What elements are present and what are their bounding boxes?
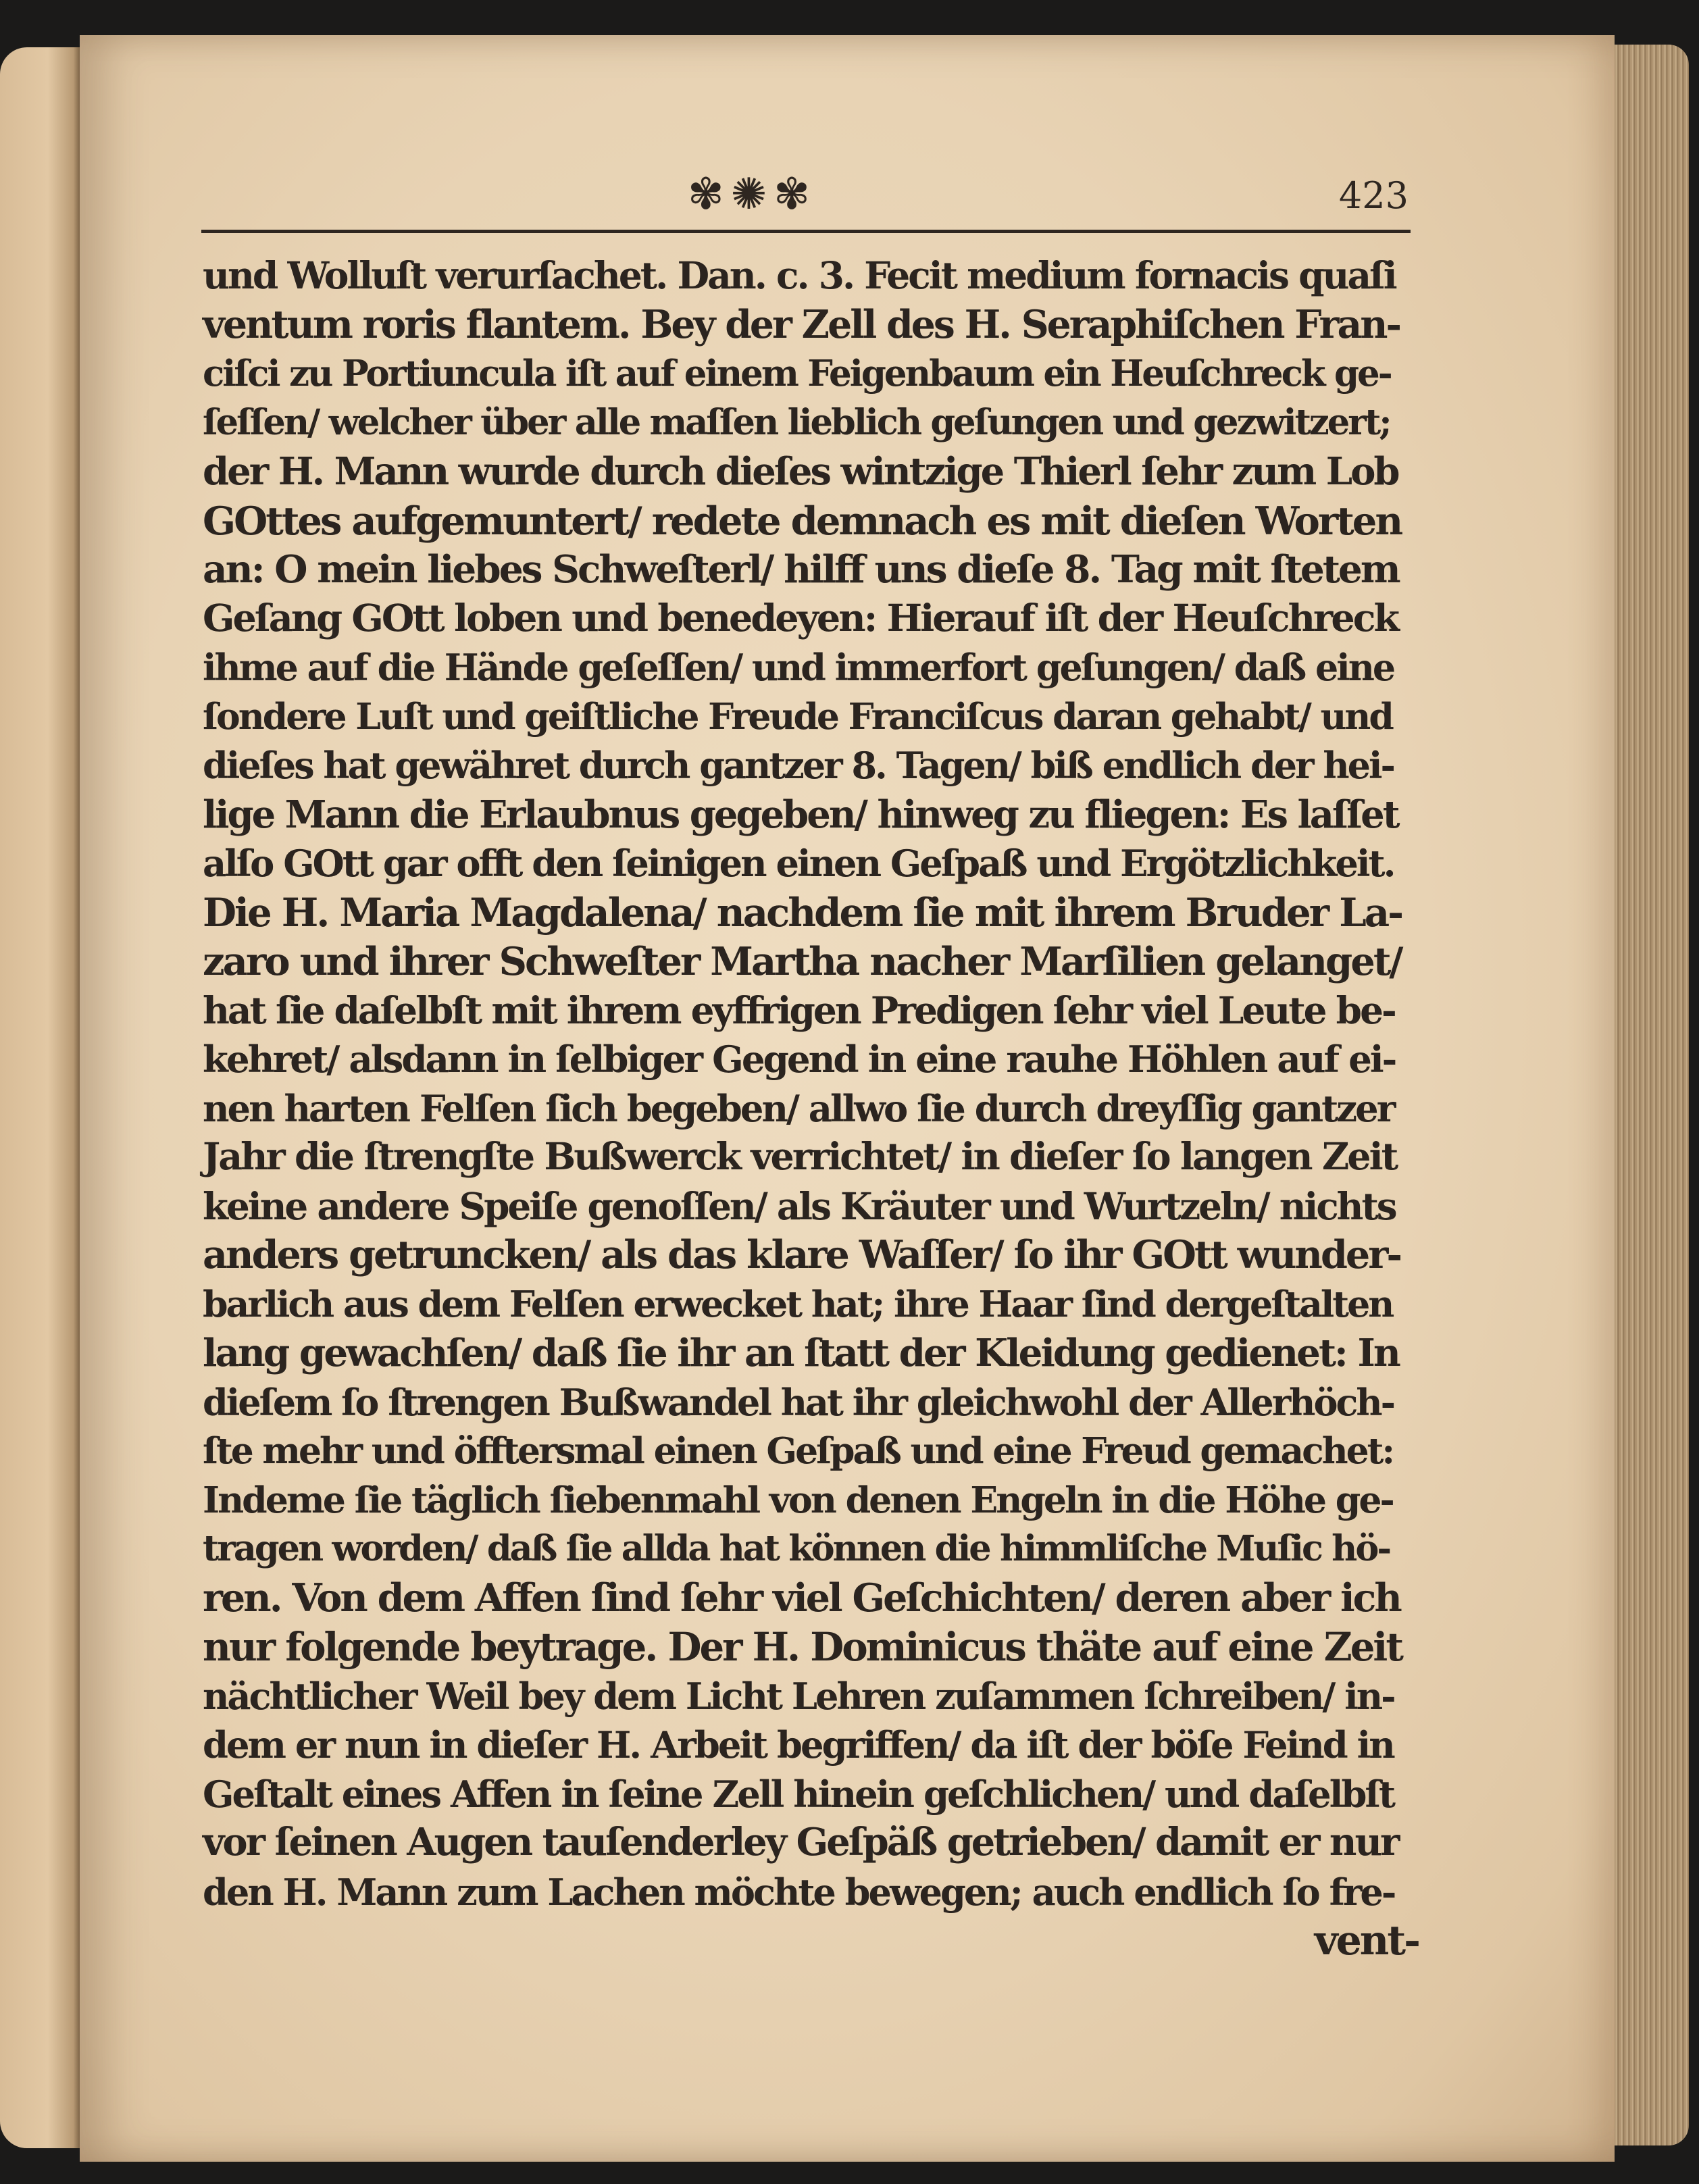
text-line: keine andere Speiſe genoſſen/ als Kräuter und Wurtzeln/ nichts <box>203 1184 1396 1228</box>
text-line: anders getruncken/ als das klare Waſſer/ ſo ihr GOtt wunder- <box>203 1232 1401 1277</box>
text-line: ventum roris flantem. Bey der Zell des H. Seraphiſchen Fran- <box>203 302 1400 347</box>
catchword: vent- <box>1314 1917 1419 1964</box>
text-line: ihme auf die Hände geſeſſen/ und immerfort geſungen/ daß eine <box>203 646 1394 689</box>
text-line: Geſang GOtt loben und benedeyen: Hierauf iſt der Heuſchreck <box>203 596 1398 640</box>
header-ornament: ✾✺✾ <box>688 170 817 220</box>
body-text <box>203 251 1419 1966</box>
text-line: Jahr die ſtrengſte Bußwerck verrichtet/ in dieſer ſo langen Zeit <box>203 1135 1397 1179</box>
text-line: barlich aus dem Felſen erwecket hat; ihre Haar ſind dergeſtalten <box>203 1282 1393 1325</box>
text-line: alſo GOtt gar offt den ſeinigen einen Geſpaß und Ergötzlichkeit. <box>203 842 1394 885</box>
text-line: dieſem ſo ſtrengen Bußwandel hat ihr gleichwohl der Allerhöch- <box>203 1380 1394 1424</box>
text-line: Indeme ſie täglich ſiebenmahl von denen Engeln in die Höhe ge- <box>203 1478 1393 1521</box>
page-number: 423 <box>1338 174 1409 217</box>
text-line: und Wolluſt verurſachet. Dan. c. 3. Fecit medium fornacis quaſi <box>203 253 1396 297</box>
text-line: GOttes aufgemuntert/ redete demnach es mit dieſen Worten <box>203 497 1402 544</box>
page-block-edges <box>1615 45 1689 2145</box>
text-line: ciſci zu Portiuncula iſt auf einem Feigenbaum ein Heuſchreck ge- <box>203 353 1391 395</box>
text-line: Geſtalt eines Affen in ſeine Zell hinein geſchlichen/ und daſelbſt <box>203 1772 1394 1816</box>
text-line: tragen worden/ daß ſie allda hat können die himmliſche Muſic hö- <box>203 1528 1390 1569</box>
text-line: vor ſeinen Augen tauſenderley Geſpäß getrieben/ damit er nur <box>203 1821 1398 1864</box>
text-line: lang gewachſen/ daß ſie ihr an ſtatt der Kleidung gedienet: In <box>203 1331 1399 1375</box>
text-line: hat ſie daſelbſt mit ihrem eyffrigen Predigen ſehr viel Leute be- <box>203 988 1395 1032</box>
header-rule <box>201 230 1411 233</box>
text-line: den H. Mann zum Lachen möchte bewegen; auch endlich ſo fre- <box>203 1870 1395 1914</box>
text-line: kehret/ alsdann in ſelbiger Gegend in eine rauhe Höhlen auf ei- <box>203 1038 1396 1081</box>
text-line: lige Mann die Erlaubnus gegeben/ hinweg zu fliegen: Es laſſet <box>203 792 1398 837</box>
text-line: ren. Von dem Affen ſind ſehr viel Geſchichten/ deren aber ich <box>203 1575 1400 1621</box>
text-line: ſeſſen/ welcher über alle maſſen lieblich geſungen und gezwitzert; <box>203 401 1390 443</box>
text-line: dieſes hat gewähret durch gantzer 8. Tagen/ biß endlich der hei- <box>203 744 1394 787</box>
text-line: nächtlicher Weil bey dem Licht Lehren zuſammen ſchreiben/ in- <box>203 1674 1394 1718</box>
text-line: zaro und ihrer Schweſter Martha nacher Marſilien gelanget/ <box>203 938 1402 984</box>
text-line: ſte mehr und öfftersmal einen Geſpaß und eine Freud gemachet: <box>203 1429 1394 1472</box>
text-line: an: O mein liebes Schweſterl/ hilff uns dieſe 8. Tag mit ſtetem <box>203 547 1399 592</box>
text-line: dem er nun in dieſer H. Arbeit begriffen/ da iſt der böſe Feind in <box>203 1723 1394 1767</box>
text-line: Die H. Maria Magdalena/ nachdem ſie mit ihrem Bruder La- <box>203 889 1402 936</box>
text-line: der H. Mann wurde durch dieſes wintzige Thierl ſehr zum Lob <box>203 449 1398 494</box>
text-line: ſondere Luſt und geiſtliche Freude Franciſcus daran gehabt/ und <box>203 694 1392 738</box>
left-page-edge <box>0 47 80 2148</box>
text-line: nur folgende beytrage. Der H. Dominicus thäte auf eine Zeit <box>203 1624 1402 1670</box>
text-line: nen harten Felſen ſich begeben/ allwo ſie durch dreyſſig gantzer <box>203 1086 1394 1130</box>
